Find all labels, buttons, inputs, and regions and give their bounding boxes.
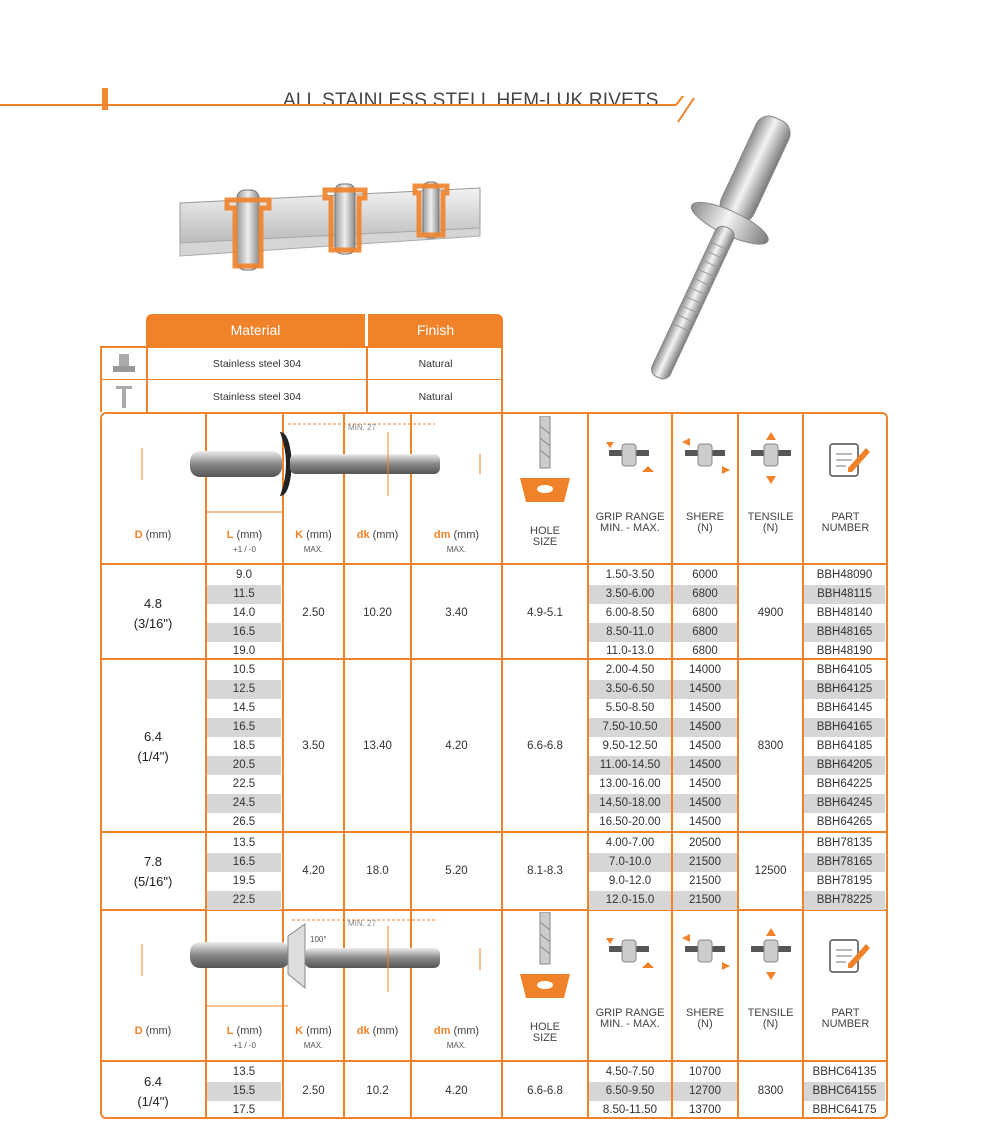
column-header [588, 1008, 672, 1030]
part-number-cell: BBH64205 [804, 756, 885, 775]
length-cell: 18.5 [232, 740, 256, 753]
column-header [411, 1026, 502, 1051]
column-header-line: MIN. - MAX. [600, 522, 660, 534]
column-unit: (mm) [303, 529, 332, 541]
part-number-cell: BBH48165 [804, 623, 885, 642]
drill-hole-icon [516, 416, 576, 504]
column-note: MAX. [303, 545, 324, 554]
column-header-line: TENSILE [747, 1007, 794, 1019]
grip-range-cell: 12.0-15.0 [589, 891, 671, 910]
cross-section-illustration [175, 178, 495, 278]
grip-range-cell: 1.50-3.50 [605, 569, 655, 581]
shear-cell: 14500 [689, 816, 721, 829]
shear-cell: 6800 [692, 607, 718, 620]
column-header-line: HOLE [530, 525, 560, 537]
shear-cell: 14500 [689, 702, 721, 715]
column-header-line: SIZE [532, 1032, 558, 1044]
length-cell: 20.5 [207, 756, 281, 775]
grip-range-cell: 6.50-9.50 [589, 1082, 671, 1101]
part-number-cell: BBH64265 [816, 816, 873, 829]
diameter-line: (1/4") [137, 1093, 169, 1109]
diameter-line: 4.8 [143, 595, 163, 611]
column-header-line: MIN. - MAX. [600, 1018, 660, 1030]
length-cell: 16.5 [207, 853, 281, 872]
column-header-line: (N) [697, 1018, 713, 1030]
part-number-cell: BBH64165 [804, 718, 885, 737]
page-title: ALL STAINLESS STELL HEM-LUK RIVETS [283, 90, 659, 111]
shear-cell: 21500 [689, 875, 721, 888]
column-header-line: SHERE [686, 511, 724, 523]
min-length-label: MIN. 27 [348, 423, 377, 432]
tensile-cell: 8300 [757, 739, 784, 752]
drill-hole-icon [516, 912, 576, 1000]
grip-range-cell: 3.50-6.50 [589, 680, 671, 699]
part-number-cell: BBH48115 [804, 585, 885, 604]
grip-range-cell: 2.00-4.50 [605, 664, 655, 676]
column-header [100, 530, 206, 541]
part-number-cell: BBH64125 [804, 680, 885, 699]
column-header [283, 1026, 344, 1051]
rivet-product-image [625, 105, 805, 405]
shear-icon [680, 436, 732, 476]
column-header-line: (N) [762, 522, 779, 534]
grip-range-icon [604, 932, 656, 972]
material-cell: Stainless steel 304 [212, 358, 302, 370]
rivet-pin-icon [112, 384, 136, 408]
diameter-line: (3/16") [133, 615, 173, 631]
column-header-line: NUMBER [821, 1018, 870, 1030]
column-header [502, 526, 588, 548]
head-height-cell: 2.50 [302, 1084, 325, 1097]
mandrel-diameter-cell: 4.20 [445, 1084, 468, 1097]
rivet-dimension-diagram [120, 418, 500, 520]
grip-range-cell: 7.0-10.0 [589, 853, 671, 872]
part-number-cell: BBH48090 [816, 569, 873, 581]
grip-range-cell: 11.0-13.0 [606, 645, 654, 658]
column-header [344, 530, 411, 541]
column-symbol: D [134, 529, 143, 541]
column-symbol: K [295, 1025, 304, 1037]
mandrel-diameter-cell: 5.20 [445, 865, 468, 878]
length-cell: 19.5 [232, 875, 256, 888]
column-symbol: dm [433, 529, 451, 541]
shear-cell: 6800 [673, 623, 737, 642]
grip-range-icon [604, 436, 656, 476]
hole-size-cell: 4.9-5.1 [527, 606, 563, 619]
column-symbol: K [295, 529, 304, 541]
column-note: +1 / -0 [233, 1041, 256, 1050]
length-cell: 9.0 [236, 569, 252, 581]
part-number-cell: BBH78195 [816, 875, 873, 888]
length-cell: 24.5 [207, 794, 281, 813]
min-length-label: MIN. 27 [348, 919, 377, 928]
column-header [411, 530, 502, 555]
column-note: MAX. [446, 1041, 467, 1050]
length-cell: 22.5 [207, 891, 281, 910]
column-note: MAX. [446, 545, 467, 554]
diameter-line: 6.4 [143, 1073, 163, 1089]
shear-cell: 6800 [673, 585, 737, 604]
material-cell: Stainless steel 304 [212, 391, 302, 403]
shear-icon [680, 932, 732, 972]
column-header-line: (N) [762, 1018, 779, 1030]
column-header-line: GRIP RANGE [595, 511, 665, 523]
hole-size-cell: 6.6-6.8 [527, 1084, 563, 1097]
column-unit: (mm) [142, 529, 172, 541]
part-number-icon [826, 440, 870, 480]
diameter-line: 6.4 [143, 728, 163, 744]
length-cell: 11.5 [207, 585, 281, 604]
grid-column-line [501, 414, 503, 1117]
finish-cell: Natural [418, 358, 453, 370]
head-diameter-cell: 13.40 [363, 739, 392, 752]
tensile-cell: 12500 [754, 865, 787, 878]
mandrel-diameter-cell: 4.20 [445, 739, 468, 752]
part-number-icon [826, 936, 870, 976]
grip-range-cell: 14.50-18.00 [589, 794, 671, 813]
head-height-cell: 3.50 [302, 739, 325, 752]
diameter-cell [100, 1072, 206, 1112]
shear-cell: 14500 [673, 718, 737, 737]
hole-size-cell: 8.1-8.3 [527, 865, 563, 878]
length-cell: 17.5 [232, 1104, 256, 1117]
column-header [283, 530, 344, 555]
countersunk-dimension-diagram [120, 914, 500, 1016]
grip-range-cell: 7.50-10.50 [589, 718, 671, 737]
grip-range-cell: 16.50-20.00 [599, 816, 661, 829]
head-angle-label: 100° [310, 935, 327, 944]
part-number-cell: BBH78225 [804, 891, 885, 910]
diameter-line: (5/16") [133, 874, 173, 890]
shear-cell: 6800 [692, 645, 718, 658]
part-number-cell: BBH78135 [816, 837, 873, 849]
column-note: MAX. [303, 1041, 324, 1050]
grip-range-cell: 9.0-12.0 [608, 875, 652, 888]
shear-cell: 6000 [692, 569, 718, 581]
column-unit: (mm) [303, 1025, 332, 1037]
column-unit: (mm) [233, 529, 263, 541]
shear-cell: 21500 [673, 853, 737, 872]
grip-range-cell: 6.00-8.50 [605, 607, 655, 620]
column-unit: (mm) [369, 1025, 399, 1037]
column-unit: (mm) [233, 1025, 263, 1037]
column-header-line: NUMBER [821, 522, 870, 534]
grip-range-cell: 8.50-11.0 [589, 623, 671, 642]
column-header-line: SHERE [686, 1007, 724, 1019]
length-cell: 22.5 [232, 778, 256, 791]
grip-range-cell: 11.00-14.50 [589, 756, 671, 775]
column-header [206, 1026, 283, 1051]
tensile-icon [746, 430, 798, 486]
column-header [502, 1022, 588, 1044]
head-height-cell: 4.20 [302, 865, 325, 878]
column-symbol: dm [433, 1025, 451, 1037]
column-header [100, 1026, 206, 1037]
finish-header: Finish [368, 314, 503, 346]
grid-row-line [100, 563, 888, 565]
material-header: Material [146, 314, 365, 346]
grid-row-line [100, 1060, 888, 1062]
shear-cell: 14000 [689, 664, 721, 676]
tensile-cell: 4900 [757, 606, 784, 619]
column-symbol: L [226, 1025, 234, 1037]
shear-cell: 10700 [689, 1066, 721, 1078]
rivet-head-icon [112, 352, 136, 374]
part-number-cell: BBHC64155 [804, 1082, 885, 1101]
part-number-cell: BBH48190 [816, 645, 873, 658]
part-number-cell: BBHC64175 [812, 1104, 877, 1117]
title-underline [0, 96, 700, 106]
grip-range-cell: 3.50-6.00 [589, 585, 671, 604]
part-number-cell: BBH64245 [804, 794, 885, 813]
shear-cell: 20500 [689, 837, 721, 849]
head-diameter-cell: 18.0 [366, 865, 389, 878]
column-header-line: TENSILE [747, 511, 794, 523]
grip-range-cell: 5.50-8.50 [605, 702, 655, 715]
finish-cell: Natural [418, 391, 453, 403]
shear-cell: 12700 [673, 1082, 737, 1101]
column-symbol: D [134, 1025, 143, 1037]
grip-range-cell: 9.50-12.50 [602, 740, 658, 753]
tensile-cell: 8300 [757, 1084, 784, 1097]
column-note: +1 / -0 [233, 545, 256, 554]
grip-range-cell: 8.50-11.50 [602, 1104, 658, 1117]
column-unit: (mm) [369, 529, 399, 541]
shear-cell: 14500 [673, 794, 737, 813]
length-cell: 13.5 [232, 837, 256, 849]
head-diameter-cell: 10.2 [366, 1084, 389, 1097]
length-cell: 14.5 [232, 702, 256, 715]
grip-range-cell: 4.00-7.00 [605, 837, 655, 849]
shear-cell: 14500 [689, 778, 721, 791]
column-header-line: GRIP RANGE [595, 1007, 665, 1019]
part-number-cell: BBHC64135 [812, 1066, 877, 1078]
material-table-rowline [102, 379, 501, 380]
diameter-cell [100, 727, 206, 767]
diameter-cell [100, 852, 206, 892]
mandrel-diameter-cell: 3.40 [445, 606, 468, 619]
column-header [803, 1008, 888, 1030]
grip-range-cell: 13.00-16.00 [599, 778, 661, 791]
shear-cell: 13700 [689, 1104, 721, 1117]
shear-cell: 14500 [689, 740, 721, 753]
diameter-cell [100, 594, 206, 634]
column-header [672, 1008, 738, 1030]
shear-cell: 14500 [673, 680, 737, 699]
column-header-line: PART [831, 1007, 860, 1019]
length-cell: 15.5 [207, 1082, 281, 1101]
length-cell: 16.5 [207, 718, 281, 737]
column-header [588, 512, 672, 534]
hole-size-cell: 6.6-6.8 [527, 739, 563, 752]
part-number-cell: BBH64225 [816, 778, 873, 791]
length-cell: 26.5 [232, 816, 256, 829]
length-cell: 14.0 [232, 607, 256, 620]
diameter-line: 7.8 [143, 854, 163, 870]
column-header [672, 512, 738, 534]
part-number-cell: BBH64185 [816, 740, 873, 753]
diameter-line: (1/4") [137, 748, 169, 764]
length-cell: 19.0 [232, 645, 256, 658]
tensile-icon [746, 926, 798, 982]
head-diameter-cell: 10.20 [363, 606, 392, 619]
part-number-cell: BBH64145 [816, 702, 873, 715]
part-number-cell: BBH48140 [816, 607, 873, 620]
column-header [738, 1008, 803, 1030]
column-header-line: PART [831, 511, 860, 523]
length-cell: 13.5 [232, 1066, 256, 1078]
column-unit: (mm) [142, 1025, 172, 1037]
length-cell: 10.5 [232, 664, 256, 676]
length-cell: 12.5 [207, 680, 281, 699]
column-header [344, 1026, 411, 1037]
column-unit: (mm) [450, 529, 480, 541]
shear-cell: 14500 [673, 756, 737, 775]
column-header-line: HOLE [530, 1021, 560, 1033]
part-number-cell: BBH64105 [816, 664, 873, 676]
column-unit: (mm) [450, 1025, 480, 1037]
column-symbol: dk [356, 529, 370, 541]
length-cell: 16.5 [207, 623, 281, 642]
column-header-line: (N) [697, 522, 713, 534]
head-height-cell: 2.50 [302, 606, 325, 619]
column-header [803, 512, 888, 534]
column-header [206, 530, 283, 555]
shear-cell: 21500 [673, 891, 737, 910]
column-symbol: dk [356, 1025, 370, 1037]
grip-range-cell: 4.50-7.50 [605, 1066, 655, 1078]
column-header-line: SIZE [532, 536, 558, 548]
column-header [738, 512, 803, 534]
column-symbol: L [226, 529, 234, 541]
part-number-cell: BBH78165 [804, 853, 885, 872]
